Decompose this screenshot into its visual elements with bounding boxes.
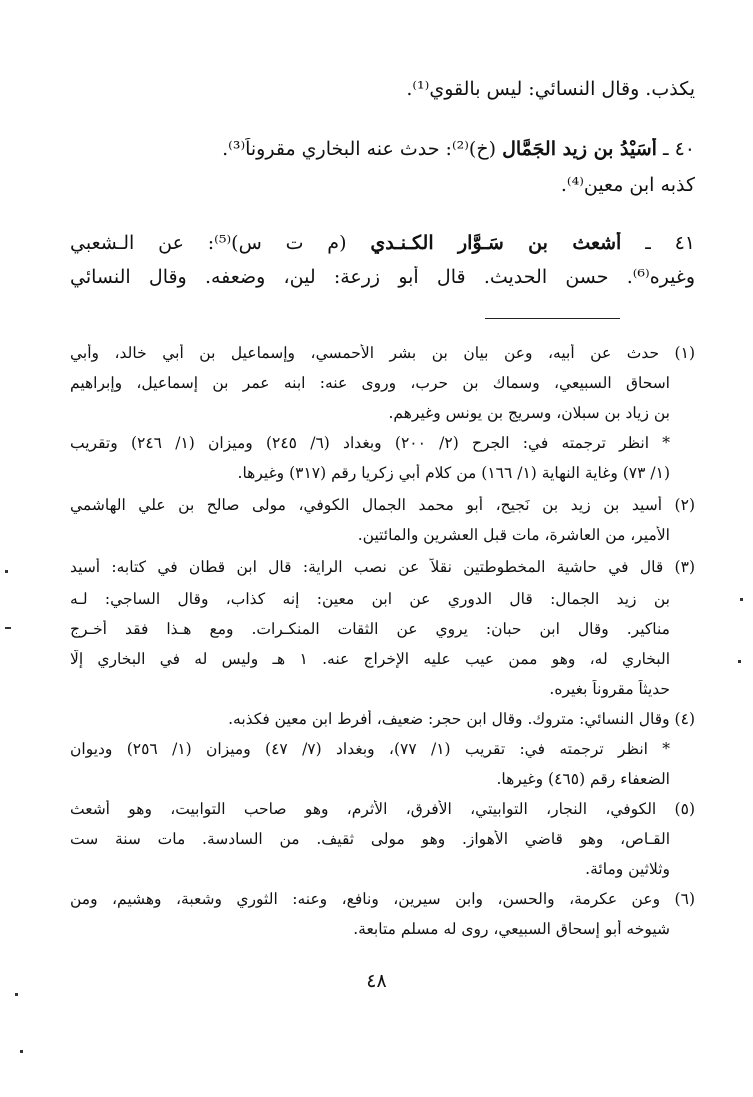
footnote-line: حديثاً مقروناً بغيره. xyxy=(549,680,670,698)
footnote-line: * انظر ترجمته في: الجرح (٢/ ٢٠٠) وبغداد (٦/ ٢٤٥) وميزان (١/ ٢٤٦) وتقريب xyxy=(70,434,670,452)
footnote-line: (٦) وعن عكرمة، والحسن، وابن سيرين، ونافع، وعنه: الثوري وشعبة، وهشيم، ومن xyxy=(70,890,695,908)
footnote-line: (٣) قال في حاشية المخطوطتين نقلاً عن نصب الراية: قال ابن قطان في كتابه: أسيد xyxy=(70,558,695,576)
entry-41-number: ٤١ ـ xyxy=(645,232,695,254)
footnote-line: البخاري له، وهو ممن عيب عليه الإخراج عنه. ١ هـ وليس له في البخاري إلّا xyxy=(70,650,670,668)
footnote-line: مناكير. وقال ابن حبان: يروي عن الثقات المنكـرات. ومع هـذا فقد أخـرج xyxy=(70,620,670,638)
footnote-line: بن زيد الجمال: قال الدوري عن ابن معين: إنه كذاب، وقال الساجي: لـه xyxy=(70,590,670,608)
footnote-line: اسحاق السبيعي، وسماك بن حرب، وروى عنه: ابنه عمر بن إسماعيل، وإبراهيم xyxy=(70,374,670,392)
scan-speck xyxy=(15,993,18,996)
scan-speck xyxy=(20,1050,23,1053)
entry-40-line-2: كذبه ابن معين⁽⁴⁾. xyxy=(560,174,695,196)
scan-speck xyxy=(738,660,741,663)
footnote-line: وثلاثين ومائة. xyxy=(585,860,670,878)
entry-40-heading xyxy=(70,138,695,160)
page-number: ٤٨ xyxy=(366,970,387,992)
main-line-1: يكذب. وقال النسائي: ليس بالقوي⁽¹⁾. xyxy=(406,78,695,100)
footnote-line: (٢) أسيد بن زيد بن نَجيح، أبو محمد الجمال الكوفي، مولى صالح بن علي الهاشمي xyxy=(70,496,695,514)
entry-41-line-2: وغيره⁽⁶⁾. حسن الحديث. قال أبو زرعة: لين، وضعفه. وقال النسائي xyxy=(70,266,695,288)
entry-40-name: أُسَيْدُ بن زيد الجَمَّال xyxy=(502,138,657,160)
entry-40-rest: (خ)⁽²⁾: حدث عنه البخاري مقروناً⁽³⁾. xyxy=(222,138,497,160)
footnote-line: (١) حدث عن أبيه، وعن بيان بن بشر الأحمسي، وإسماعيل بن أبي خالد، وأبي xyxy=(70,344,695,362)
footnote-line: الأمير، من العاشرة، مات قبل العشرين والمائتين. xyxy=(357,526,670,544)
entry-40-number: ٤٠ ـ xyxy=(662,138,695,160)
footnote-line: شيوخه أبو إسحاق السبيعي، روى له مسلم متابعة. xyxy=(353,920,670,938)
footnote-line: * انظر ترجمته في: تقريب (١/ ٧٧)، وبغداد (٧/ ٤٧) وميزان (١/ ٢٥٦) وديوان xyxy=(70,740,670,758)
footnote-line: الضعفاء رقم (٤٦٥) وغيرها. xyxy=(496,770,670,788)
entry-41-name: أشعث بن سَـوَّار الكـنـدي xyxy=(370,232,622,254)
footnote-line: (٤) وقال النسائي: متروك. وقال ابن حجر: ضعيف، أفرط ابن معين فكذبه. xyxy=(228,710,695,728)
footnote-line: القـاص، وهو قاضي الأهواز. وهو مولى ثقيف. من السادسة. مات سنة ست xyxy=(70,830,670,848)
scan-speck xyxy=(5,570,8,573)
entry-41-heading xyxy=(70,232,695,254)
footnote-line: (١/ ٧٣) وغاية النهاية (١/ ١٦٦) من كلام أبي زكريا رقم (٣١٧) وغيرها. xyxy=(237,464,670,482)
footnote-line: بن زياد بن سبلان، وسريج بن يونس وغيرهم. xyxy=(388,404,670,422)
scan-speck xyxy=(740,598,743,601)
footnote-line: (٥) الكوفي، النجار، التوابيتي، الأفرق، الأثرم، وهو صاحب التوابيت، وهو أشعث xyxy=(70,800,695,818)
footnote-separator xyxy=(485,318,620,319)
scan-speck xyxy=(5,627,11,629)
entry-41-rest: (م ت س)⁽⁵⁾: عن الـشعبي xyxy=(70,232,347,254)
